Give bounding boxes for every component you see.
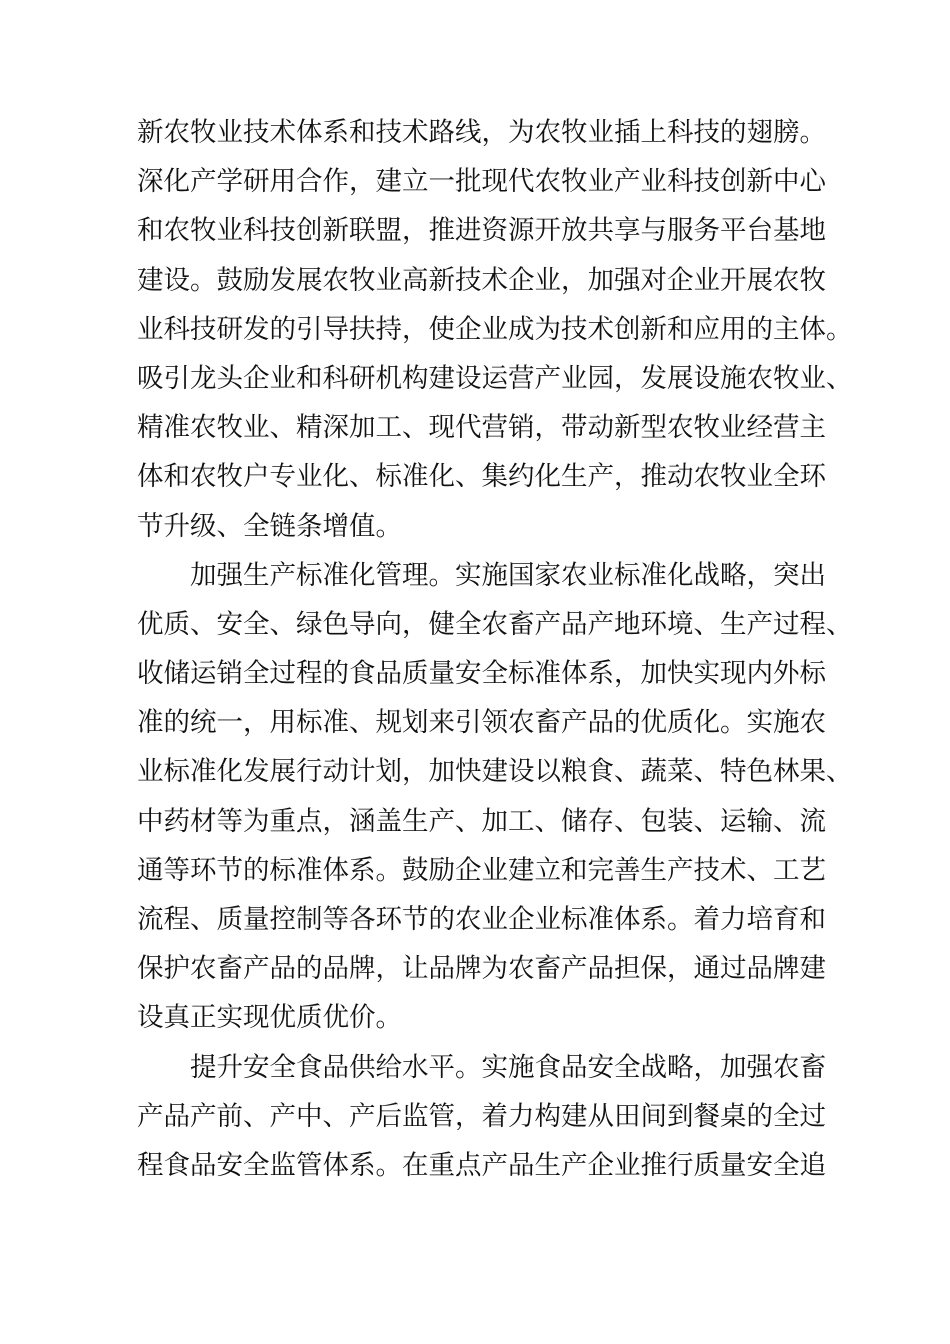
- paragraph-start-line: 提升安全食品供给水平。实施食品安全战略，加强农畜: [190, 1051, 826, 1083]
- text-line: 收储运销全过程的食品质量安全标准体系，加快实现内外标: [137, 658, 826, 690]
- body-text: [137, 108, 853, 1190]
- text-line: 业标准化发展行动计划，加快建设以粮食、蔬菜、特色林果、: [137, 756, 853, 788]
- text-line: 产品产前、产中、产后监管，着力构建从田间到餐桌的全过: [137, 1100, 826, 1132]
- text-line: 新农牧业技术体系和技术路线，为农牧业插上科技的翅膀。: [137, 117, 826, 148]
- text-line: 业科技研发的引导扶持，使企业成为技术创新和应用的主体。: [137, 313, 853, 345]
- text-line: 优质、安全、绿色导向，健全农畜产品产地环境、生产过程、: [137, 608, 853, 640]
- text-line: 和农牧业科技创新联盟，推进资源开放共享与服务平台基地: [137, 215, 826, 247]
- text-line: 精准农牧业、精深加工、现代营销，带动新型农牧业经营主: [137, 412, 826, 444]
- text-line: 设真正实现优质优价。: [137, 1002, 402, 1034]
- text-line: 流程、质量控制等各环节的农业企业标准体系。着力培育和: [137, 904, 826, 935]
- text-line: 节升级、全链条增值。: [137, 510, 402, 542]
- text-line: 通等环节的标准体系。鼓励企业建立和完善生产技术、工艺: [137, 854, 826, 886]
- text-line: 准的统一，用标准、规划来引领农畜产品的优质化。实施农: [137, 707, 826, 739]
- text-line: 吸引龙头企业和科研机构建设运营产业园，发展设施农牧业、: [137, 362, 853, 394]
- text-line: 体和农牧户专业化、标准化、集约化生产，推动农牧业全环: [137, 461, 826, 493]
- paragraph-start-line: 加强生产标准化管理。实施国家农业标准化战略，突出: [190, 559, 826, 591]
- text-line: 中药材等为重点，涵盖生产、加工、储存、包装、运输、流: [137, 805, 826, 837]
- text-line: 深化产学研用合作，建立一批现代农牧业产业科技创新中心: [137, 166, 826, 198]
- text-line: 保护农畜产品的品牌，让品牌为农畜产品担保，通过品牌建: [137, 953, 826, 985]
- text-line: 建设。鼓励发展农牧业高新技术企业，加强对企业开展农牧: [137, 264, 826, 296]
- text-line: 程食品安全监管体系。在重点产品生产企业推行质量安全追: [137, 1149, 826, 1181]
